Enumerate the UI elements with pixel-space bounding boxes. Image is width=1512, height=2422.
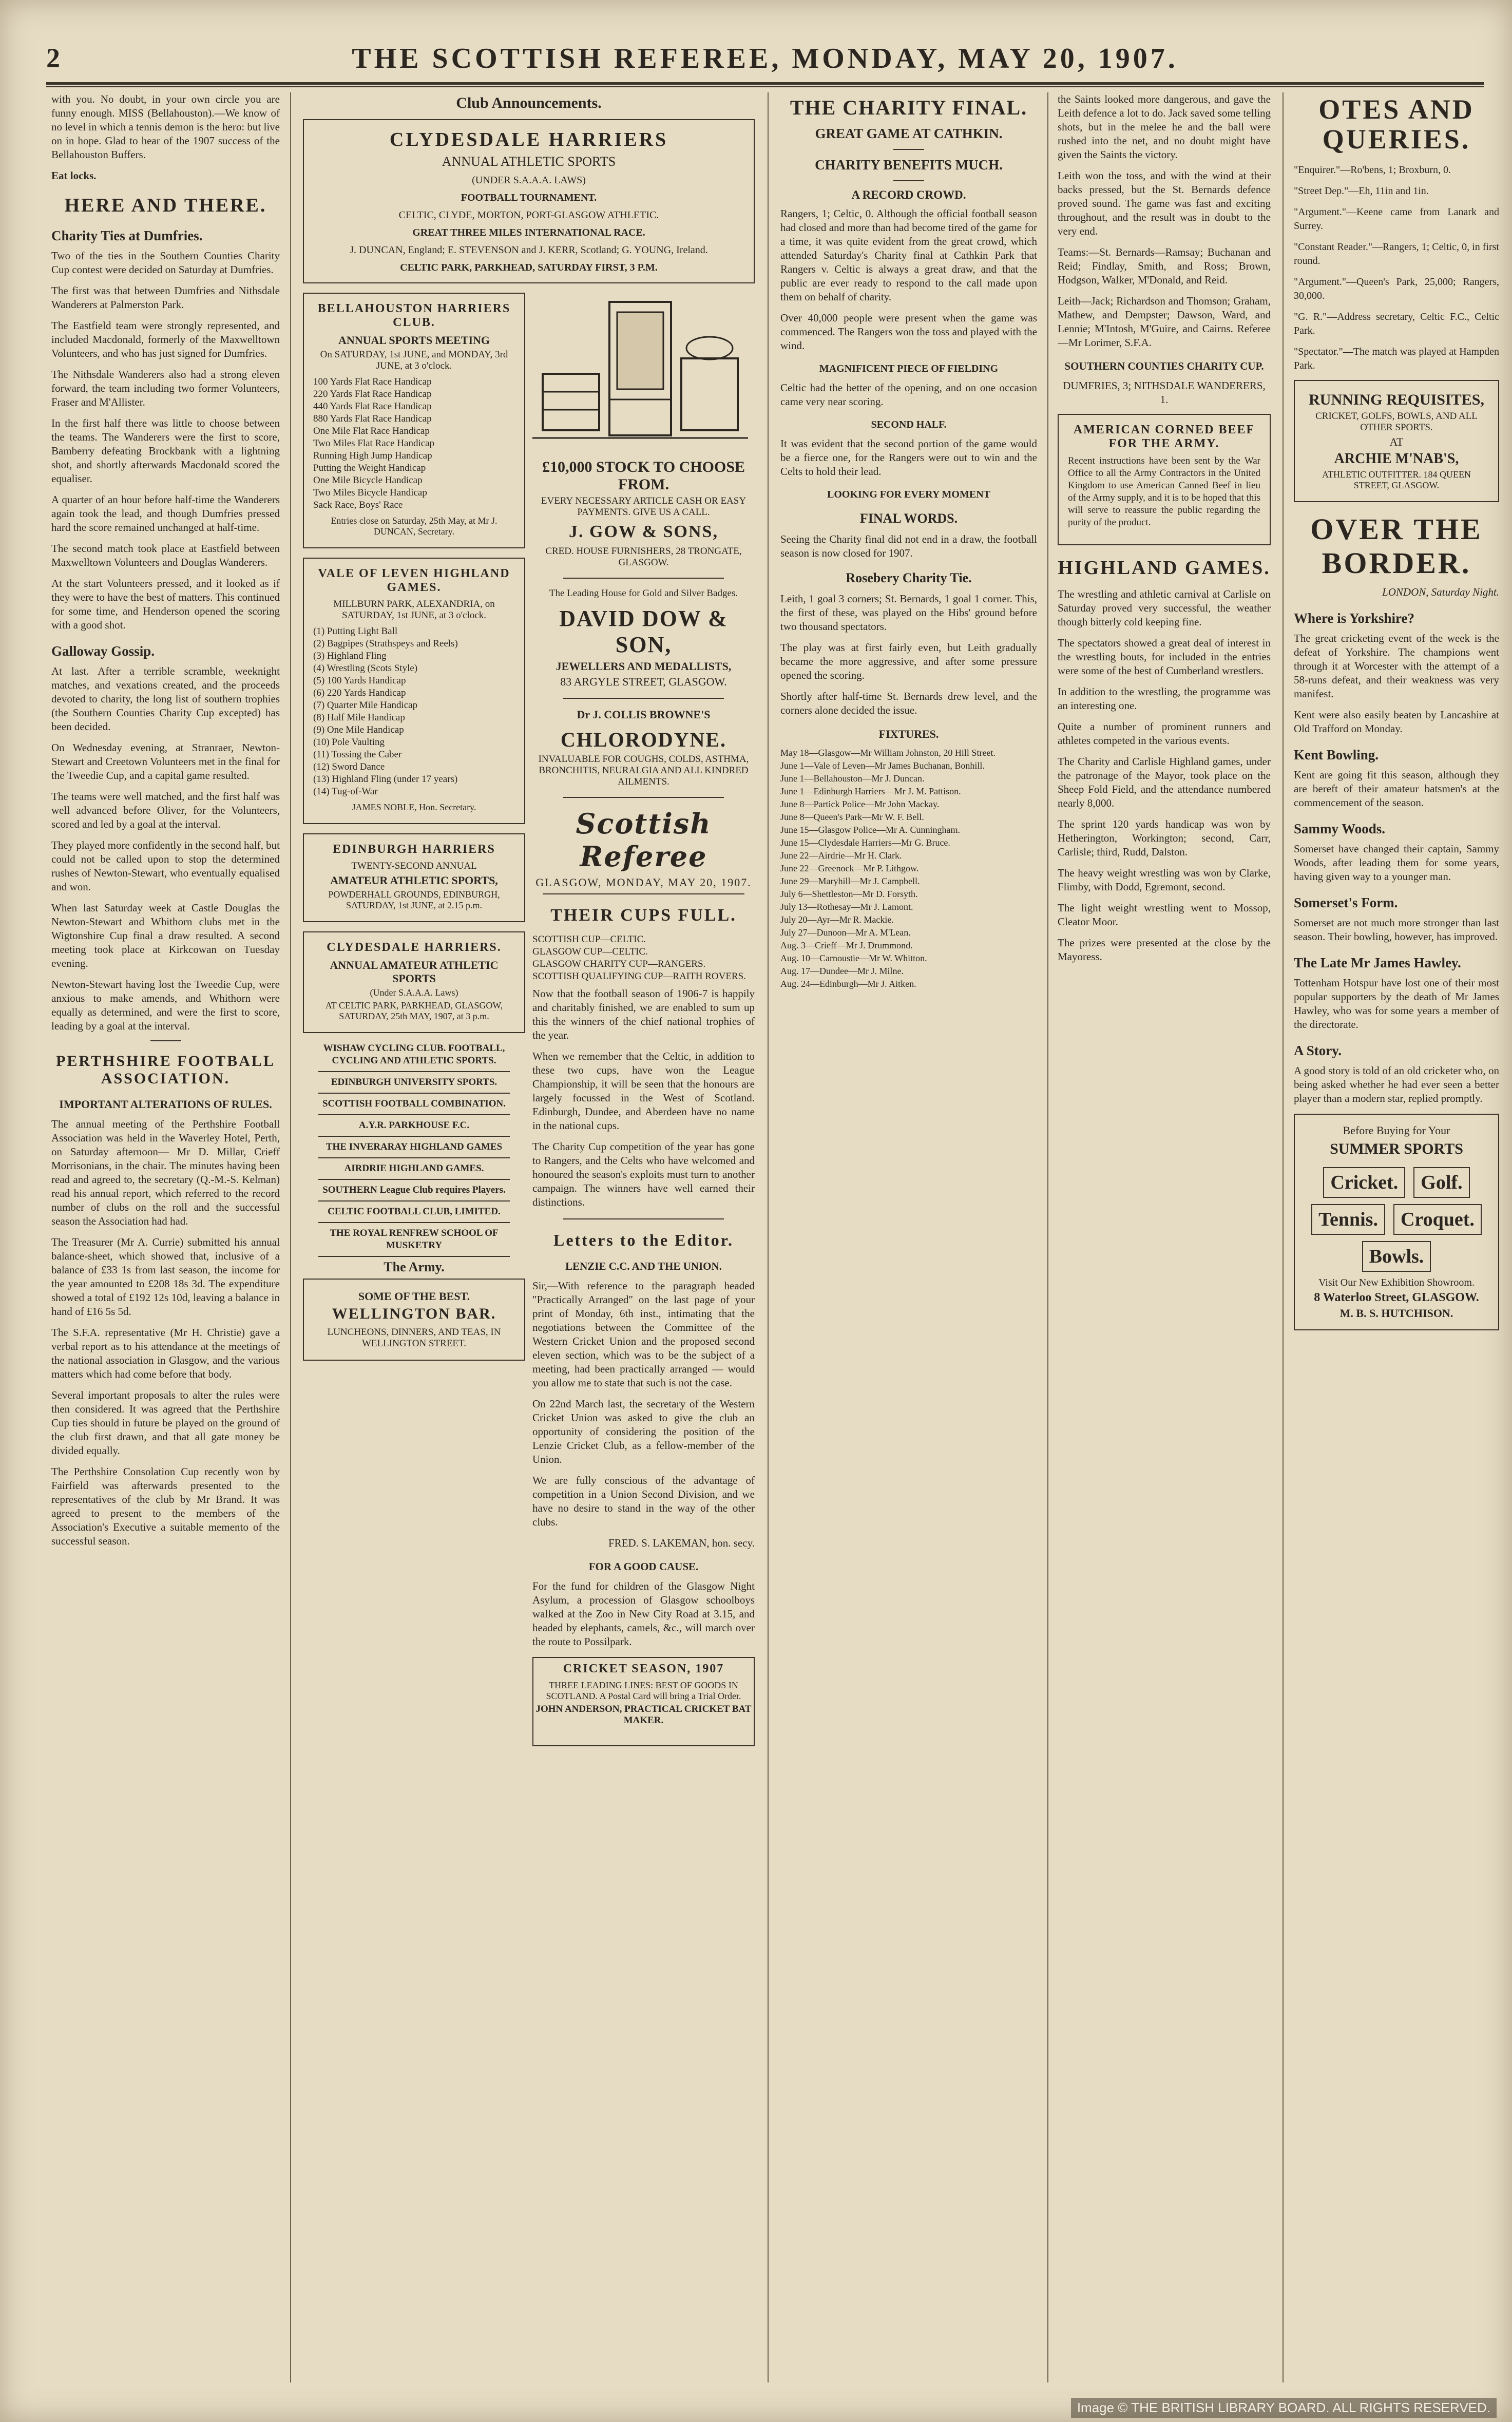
southern-counties-heading: SOUTHERN COUNTIES CHARITY CUP. xyxy=(1064,360,1264,372)
paragraph: The Eastfield team were strongly represented, and included Macdonald, formerly of the Maxwelltown Volunteers, and who has just signed for Dumfries. xyxy=(51,319,280,359)
ad-rule xyxy=(318,1136,510,1137)
yorkshire-heading: Where is Yorkshire? xyxy=(1294,611,1414,626)
benefits-subheading: CHARITY BENEFITS MUCH. xyxy=(815,157,1003,173)
advert-line: THREE LEADING LINES: BEST OF GOODS IN SCOTLAND. A Postal Card will bring a Trial Order. xyxy=(546,1680,741,1701)
cup-item: SCOTTISH QUALIFYING CUP—RAITH ROVERS. xyxy=(532,971,746,982)
event-item: (9) One Mile Handicap xyxy=(313,724,404,735)
paragraph: Kent were also easily beaten by Lancashire at Old Trafford on Monday. xyxy=(1294,709,1499,735)
advert-line: (UNDER S.A.A.A. LAWS) xyxy=(472,175,586,186)
advert-line: J. DUNCAN, England; E. STEVENSON and J. KERR, Scotland; G. YOUNG, Ireland. xyxy=(350,244,708,256)
fixture-item: June 22—Greenock—Mr P. Lithgow. xyxy=(780,863,919,873)
summer-sports-advert xyxy=(1294,1114,1499,1330)
right-ads xyxy=(532,293,755,1754)
advert-title: SUMMER SPORTS xyxy=(1330,1140,1463,1157)
advert-subtitle: ANNUAL AMATEUR ATHLETIC SPORTS xyxy=(330,959,499,985)
advert-line: AMATEUR ATHLETIC SPORTS, xyxy=(330,874,498,887)
paragraph: A quarter of an hour before half-time the Wanderers again took the lead, and though Dumfries pressed hard the score remained unchanged at half-time. xyxy=(51,493,280,533)
otes-queries-heading: OTES AND QUERIES. xyxy=(1318,94,1475,155)
perthshire-heading: PERTHSHIRE FOOTBALL ASSOCIATION. xyxy=(56,1053,275,1087)
fixture-item: June 1—Bellahouston—Mr J. Duncan. xyxy=(780,773,925,784)
paragraph: The spectators showed a great deal of interest in the wrestling bouts, for included in the entries were some of the best of Cumberland wrestlers. xyxy=(1058,637,1271,677)
fixture-item: Aug. 3—Crieff—Mr J. Drummond. xyxy=(780,940,913,950)
advert-line: CELTIC, CLYDE, MORTON, PORT-GLASGOW ATHLETIC. xyxy=(398,209,659,221)
advert-name: ARCHIE M'NAB'S, xyxy=(1334,451,1459,467)
paragraph: Over 40,000 people were present when the game was commenced. The Rangers won the toss and played with the wind. xyxy=(780,312,1037,352)
charity-final-heading: THE CHARITY FINAL. xyxy=(790,96,1028,119)
cup-item: GLASGOW CUP—CELTIC. xyxy=(532,946,648,957)
cup-item: SCOTTISH CUP—CELTIC. xyxy=(532,934,646,945)
small-ad: CELTIC FOOTBALL CLUB, LIMITED. xyxy=(328,1206,501,1217)
section-rule xyxy=(563,1218,724,1219)
advert-title: CLYDESDALE HARRIERS xyxy=(389,129,668,150)
paragraph: The light weight wrestling went to Mossop, Cleator Moor. xyxy=(1058,902,1271,928)
paragraph: The heavy weight wrestling was won by Clarke, Flimby, with Dodd, Egremont, second. xyxy=(1058,867,1271,893)
fielding-subheading: MAGNIFICENT PIECE OF FIELDING xyxy=(819,363,999,374)
advert-title: RUNNING REQUISITES, xyxy=(1309,391,1484,408)
event-item: (14) Tug-of-War xyxy=(313,786,378,797)
event-item: One Mile Flat Race Handicap xyxy=(313,426,430,436)
over-border-heading: OVER THE BORDER. xyxy=(1310,512,1483,580)
paragraph: The play was at first fairly even, but Leith gradually became the more aggressive, and after some pressure opened the scoring. xyxy=(780,641,1037,681)
fixture-item: June 15—Clydesdale Harriers—Mr G. Bruce. xyxy=(780,837,950,848)
paragraph: Leith, 1 goal 3 corners; St. Bernards, 1 goal 1 corner. This, the first of these, was played on the Hibs' ground before two thousand spectators. xyxy=(780,593,1037,633)
advert-line: JOHN ANDERSON, PRACTICAL CRICKET BAT MAKER. xyxy=(535,1704,752,1726)
newspaper-title: THE SCOTTISH REFEREE, MONDAY, MAY 20, 1907. xyxy=(352,43,1178,74)
advert-line: CRED. HOUSE FURNISHERS, 28 TRONGATE, GLASGOW. xyxy=(545,546,742,568)
column-3 xyxy=(780,92,1037,2382)
advert-subtitle: ANNUAL SPORTS MEETING xyxy=(338,334,490,347)
ad-rule xyxy=(318,1222,510,1223)
small-ad: THE ROYAL RENFREW SCHOOL OF MUSKETRY xyxy=(330,1228,499,1251)
dateline: LONDON, Saturday Night. xyxy=(1382,586,1499,598)
paragraph: Shortly after half-time St. Bernards drew level, and the corners alone decided the issue. xyxy=(780,690,1037,716)
advert-line: GREAT THREE MILES INTERNATIONAL RACE. xyxy=(412,227,645,238)
query-item: "Spectator."—The match was played at Hampden Park. xyxy=(1294,346,1499,371)
paragraph: The second match took place at Eastfield between Maxwelltown Volunteers and Douglas Wanderers. xyxy=(51,542,280,568)
ad-rule xyxy=(318,1200,510,1202)
small-ad: SCOTTISH FOOTBALL COMBINATION. xyxy=(322,1098,506,1109)
paragraph: On 22nd March last, the secretary of the Western Cricket Union was asked to give the club an opportunity of considering the position of the Lenzie Cricket Club, as a fellow-member of the Union. xyxy=(532,1398,755,1465)
small-ad: A.Y.R. PARKHOUSE F.C. xyxy=(358,1120,470,1131)
fixture-item: June 1—Vale of Leven—Mr James Buchanan, Bonhill. xyxy=(780,760,985,771)
event-item: (11) Tossing the Caber xyxy=(313,749,402,760)
page-number: 2 xyxy=(46,43,60,73)
ad-rule xyxy=(543,893,744,894)
masthead xyxy=(46,42,1484,78)
event-item: 880 Yards Flat Race Handicap xyxy=(313,413,432,424)
column-2 xyxy=(303,92,755,2382)
referee-nameplate: Scottish Referee xyxy=(576,807,712,873)
eat-locks: Eat locks. xyxy=(51,169,97,182)
paragraph: The teams were well matched, and the first half was well advanced before Oliver, for the Volunteers, scored and led by a goal at the interval. xyxy=(51,790,280,830)
paragraph: The annual meeting of the Perthshire Football Association was held in the Waverley Hotel, Perth, on Saturday afternoon— Mr D. Millar, Crieff Morrisonians, in the chair. The minutes having been read and agreed to, the secretary (Q.-M.-S. Kelman) read his annual report, which referred to the record number of clubs on the roll and the successful season the Association had had. xyxy=(51,1118,280,1227)
paragraph: The sprint 120 yards handicap was won by Hetherington, Workington; second, Carr, Carlisle; third, Rudd, Dalston. xyxy=(1058,818,1271,858)
paragraph: Tottenham Hotspur have lost one of their most popular supporters by the death of Mr James Hawley, who was for some years a member of the directorate. xyxy=(1294,977,1499,1031)
small-ad: EDINBURGH UNIVERSITY SPORTS. xyxy=(331,1077,497,1088)
advert-title: BELLAHOUSTON HARRIERS CLUB. xyxy=(317,302,511,329)
advert-line: SOME OF THE BEST. xyxy=(358,1290,470,1303)
fixture-item: July 6—Shettleston—Mr D. Forsyth. xyxy=(780,889,918,899)
fixtures-heading: FIXTURES. xyxy=(878,728,939,740)
event-item: Two Miles Flat Race Handicap xyxy=(313,438,435,449)
paragraph: Two of the ties in the Southern Counties Charity Cup contest were decided on Saturday at Dumfries. xyxy=(51,250,280,276)
event-list xyxy=(313,376,515,511)
perthshire-subheading: IMPORTANT ALTERATIONS OF RULES. xyxy=(59,1098,272,1111)
wellington-advert xyxy=(303,1279,525,1361)
fixture-item: July 13—Rothesay—Mr J. Lamont. xyxy=(780,902,913,912)
club-announcements-heading: Club Announcements. xyxy=(456,94,602,111)
advert-line: JEWELLERS AND MEDALLISTS, xyxy=(556,660,732,673)
advert-line: 83 ARGYLE STREET, GLASGOW. xyxy=(560,675,727,688)
paragraph: Quite a number of prominent runners and athletes competed in the various events. xyxy=(1058,720,1271,747)
event-item: One Mile Bicycle Handicap xyxy=(313,475,423,486)
advert-line: ATHLETIC OUTFITTER. 184 QUEEN STREET, GLASGOW. xyxy=(1322,469,1471,490)
fixture-item: June 1—Edinburgh Harriers—Mr J. M. Pattison. xyxy=(780,786,961,796)
paragraph: On Wednesday evening, at Stranraer, Newton-Stewart and Creetown Volunteers met in the final for the Tweedie Cup, and a capital game resulted. xyxy=(51,741,280,781)
paragraph: The great cricketing event of the week is the defeat of Yorkshire. The champions went through it at Worcester with the attempt of a 58-runs defeat, and their weakness was very manifest. xyxy=(1294,632,1499,700)
paragraph: When we remember that the Celtic, in addition to these two cups, have won the League Championship, it will be seen that the honours are largely focussed in the West of Scotland. Edinburgh, Dundee, and Aberdeen have no name in the national cups. xyxy=(532,1050,755,1132)
query-item: "Argument."—Keene came from Lanark and Surrey. xyxy=(1294,206,1499,232)
event-item: (12) Sword Dance xyxy=(313,761,385,772)
column-5 xyxy=(1294,92,1499,2382)
ad-rule xyxy=(563,797,724,798)
section-rule xyxy=(893,149,924,150)
event-item: (4) Wrestling (Scots Style) xyxy=(313,663,418,674)
advert-line: M. B. S. HUTCHISON. xyxy=(1339,1307,1453,1320)
paragraph: We are fully conscious of the advantage of competition in a Union Second Division, and we have no desire to stand in the way of the other clubs. xyxy=(532,1474,755,1528)
advert-title: WELLINGTON BAR. xyxy=(332,1305,496,1322)
small-ad: WISHAW CYCLING CLUB. FOOTBALL, CYCLING AND ATHLETIC SPORTS. xyxy=(323,1043,505,1066)
fixture-item: July 27—Dunoon—Mr A. M'Lean. xyxy=(780,927,911,938)
paragraph: Several important proposals to alter the rules were then considered. It was agreed that the Perthshire Cup ties should in future be played on the ground of the club first drawn, and that all gate money be divided equally. xyxy=(51,1389,280,1457)
southern-result: DUMFRIES, 3; NITHSDALE WANDERERS, 1. xyxy=(1063,379,1266,406)
event-item: Two Miles Bicycle Handicap xyxy=(313,487,427,498)
column-divider xyxy=(290,92,291,2382)
paragraph: The wrestling and athletic carnival at Carlisle on Saturday proved very successful, the weather though bitterly cold keeping fine. xyxy=(1058,588,1271,628)
column-divider xyxy=(1047,92,1048,2382)
paragraph: At the start Volunteers pressed, and it looked as if they were to have the best of matters. This continued for some time, and Henderson opened the scoring with a good shot. xyxy=(51,577,280,631)
advert-title: EDINBURGH HARRIERS xyxy=(333,843,495,856)
event-item: 220 Yards Flat Race Handicap xyxy=(313,389,432,399)
furniture-illustration xyxy=(532,297,748,451)
paragraph: In the first half there was little to choose between the teams. The Wanderers were the first to score, Bamberry defeating Brockbank with a lightning shot, and shortly afterwards Macdonald scored the equaliser. xyxy=(51,417,280,485)
running-requisites-advert xyxy=(1294,380,1499,502)
ad-rule xyxy=(318,1071,510,1072)
sport-label: Tennis. xyxy=(1311,1204,1385,1235)
intro-paragraph: with you. No doubt, in your own circle you are funny enough. MISS (Bellahouston).—We know of no level in which a tennis demon is the hero: but live on in hope. Glad to hear of the 1907 success of the Bellahouston Buffers. xyxy=(51,93,280,161)
column-divider xyxy=(768,92,769,2382)
army-heading: The Army. xyxy=(384,1260,445,1274)
event-item: (2) Bagpipes (Strathspeys and Reels) xyxy=(313,638,458,649)
paragraph: Rangers, 1; Celtic, 0. Although the official football season had closed and more than had become tired of the game for a time, it was quite evident from the great crowd, which attended Saturday's Charity final at Cathkin Park that Rangers v. Celtic is always a great draw, and that the public are ever ready to respond to the call made upon them on behalf of charity. xyxy=(780,207,1037,303)
ad-rule xyxy=(563,578,724,579)
paragraph: In addition to the wrestling, the programme was an interesting one. xyxy=(1058,685,1271,712)
advert-line: JAMES NOBLE, Hon. Secretary. xyxy=(352,802,476,812)
story-heading: A Story. xyxy=(1294,1043,1342,1058)
paragraph: Somerset have changed their captain, Sammy Woods, after leading them for some years, having given way to a younger man. xyxy=(1294,843,1499,883)
event-item: 100 Yards Flat Race Handicap xyxy=(313,376,432,387)
fixture-item: May 18—Glasgow—Mr William Johnston, 20 Hill Street. xyxy=(780,748,996,758)
paragraph: A good story is told of an old cricketer who, on being asked whether he had ever seen a better player than a modern star, replied promptly. xyxy=(1294,1064,1499,1104)
paragraph: Seeing the Charity final did not end in a draw, the football season is now closed for 1907. xyxy=(780,533,1037,559)
small-ads xyxy=(303,1042,525,1273)
event-item: Sack Race, Boys' Race xyxy=(313,500,403,510)
event-item: (8) Half Mile Handicap xyxy=(313,712,405,723)
advert-title: CLYDESDALE HARRIERS. xyxy=(327,941,502,954)
david-dow-name: DAVID DOW & SON, xyxy=(559,606,728,657)
fixture-item: July 20—Ayr—Mr R. Mackie. xyxy=(780,914,894,925)
signature: FRED. S. LAKEMAN, hon. secy. xyxy=(608,1537,755,1549)
event-item: Putting the Weight Handicap xyxy=(313,463,426,473)
somerset-heading: Somerset's Form. xyxy=(1294,895,1398,910)
event-item: (3) Highland Fling xyxy=(313,651,387,661)
advert-line: EVERY NECESSARY ARTICLE CASH OR EASY PAYMENTS. GIVE US A CALL. xyxy=(541,495,747,518)
paragraph: Celtic had the better of the opening, and on one occasion came very near scoring. xyxy=(780,382,1037,408)
fixture-item: June 29—Maryhill—Mr J. Campbell. xyxy=(780,876,920,886)
masthead-rule xyxy=(46,82,1484,85)
fixture-item: Aug. 10—Carnoustie—Mr W. Whitton. xyxy=(780,953,927,963)
paragraph: The prizes were presented at the close by the Mayoress. xyxy=(1058,937,1271,963)
advert-line: AT CELTIC PARK, PARKHEAD, GLASGOW, SATURDAY, 25th MAY, 1907, at 3 p.m. xyxy=(325,1000,503,1021)
event-item: (13) Highland Fling (under 17 years) xyxy=(313,774,458,785)
sport-label: Bowls. xyxy=(1362,1241,1431,1272)
event-item: (10) Pole Vaulting xyxy=(313,737,385,748)
paragraph: The Nithsdale Wanderers also had a strong eleven forward, the team including two former Volunteers, Fraser and M'Allister. xyxy=(51,368,280,408)
advert-line: (Under S.A.A.A. Laws) xyxy=(370,987,458,998)
image-credit: Image © THE BRITISH LIBRARY BOARD. ALL RIGHTS RESERVED. xyxy=(1071,2398,1497,2418)
small-ad: AIRDRIE HIGHLAND GAMES. xyxy=(344,1163,484,1174)
paragraph: Now that the football season of 1906-7 is happily and charitably finished, we are enabled to sum up this the winners of the chief national trophies of the year. xyxy=(532,987,755,1041)
ad-rule xyxy=(318,1093,510,1094)
paragraph: Somerset are not much more stronger than last season. Their bowling, however, has improved. xyxy=(1294,917,1499,943)
fixture-item: Aug. 17—Dundee—Mr J. Milne. xyxy=(780,966,904,976)
ad-rule xyxy=(318,1256,510,1257)
advert-line: CRICKET, GOLFS, BOWLS, AND ALL OTHER SPORTS. xyxy=(1315,411,1478,433)
paragraph: the Saints looked more dangerous, and gave the Leith defence a lot to do. Jack saved some telling shots, but in the melee he and the ball were rushed into the net, and no doubt might have given the Saints the victory. xyxy=(1058,93,1271,161)
here-and-there-heading: HERE AND THERE. xyxy=(64,195,267,216)
sport-label: Cricket. xyxy=(1323,1167,1405,1198)
advert-line: CELTIC PARK, PARKHEAD, SATURDAY FIRST, 3 P.M. xyxy=(400,262,658,273)
paragraph: Leith—Jack; Richardson and Thomson; Graham, Mathew, and Dempster; Dawson, Ward, and Lennie; M'Intosh, M'Guire, and Cairns. Referee—Mr Lorimer, S.F.A. xyxy=(1058,295,1271,349)
lenzie-heading: LENZIE C.C. AND THE UNION. xyxy=(565,1260,722,1272)
clydesdale-harriers-advert xyxy=(303,931,525,1033)
event-item: 440 Yards Flat Race Handicap xyxy=(313,401,432,412)
paragraph: When last Saturday week at Castle Douglas the Newton-Stewart and Whithorn clubs met in the Wigtonshire Cup final a draw resulted. A second meeting took place at Kirkcowan on Tuesday evening. xyxy=(51,902,280,969)
fixture-item: June 15—Glasgow Police—Mr A. Cunningham. xyxy=(780,825,960,835)
masthead-rule-thin xyxy=(46,86,1484,87)
letters-heading: Letters to the Editor. xyxy=(553,1231,734,1249)
vale-of-leven-advert xyxy=(303,558,525,824)
fixture-item: June 8—Queen's Park—Mr W. F. Bell. xyxy=(780,812,924,822)
query-item: "Constant Reader."—Rangers, 1; Celtic, 0, in first round. xyxy=(1294,241,1499,266)
column-1 xyxy=(51,92,280,2382)
paragraph: They played more confidently in the second half, but could not be called upon to stop the determined rushes of Newton-Stewart, who eventually equalised and won. xyxy=(51,839,280,893)
fixture-item: Aug. 24—Edinburgh—Mr J. Aitken. xyxy=(780,979,916,989)
advert-line: POWDERHALL GROUNDS, EDINBURGH, SATURDAY, 1st JUNE, at 2.15 p.m. xyxy=(328,889,500,910)
paragraph: The Charity Cup competition of the year has gone to Rangers, and the Celts who have welcomed and honoured the season's exploits must turn to another campaign. The winners have well earned their distinctions. xyxy=(532,1140,755,1208)
hawley-heading: The Late Mr James Hawley. xyxy=(1294,955,1461,970)
advert-line: INVALUABLE FOR COUGHS, COLDS, ASTHMA, BRONCHITIS, NEURALGIA AND ALL KINDRED AILMENTS. xyxy=(538,754,749,787)
advert-line: 8 Waterloo Street, GLASGOW. xyxy=(1314,1291,1479,1304)
paragraph: The Treasurer (Mr A. Currie) submitted his annual balance-sheet, which showed that, inclusive of a balance of £33 1s from last season, the income for the year amounted to £208 18s 3d. The expenditure showed a total of £192 12s 10d, leaving a balance in hand of £16 5s 5d. xyxy=(51,1236,280,1318)
event-item: (6) 220 Yards Handicap xyxy=(313,688,406,698)
cup-item: GLASGOW CHARITY CUP—RANGERS. xyxy=(532,959,706,969)
paragraph: Kent are going fit this season, although they are bereft of their amateur batsmen's at the commencement of the season. xyxy=(1294,769,1499,809)
corned-beef-notice xyxy=(1058,414,1271,545)
left-ads xyxy=(303,293,525,1754)
looking-subheading: LOOKING FOR EVERY MOMENT xyxy=(827,489,990,500)
advert-line: AT xyxy=(1389,435,1404,448)
paragraph: Leith won the toss, and with the wind at their backs pressed, but the St. Bernards defence proved sound. The game was fast and exciting throughout, and the result was in doubt to the very end. xyxy=(1058,169,1271,237)
second-half-subheading: SECOND HALF. xyxy=(871,419,947,430)
advert-line: FOOTBALL TOURNAMENT. xyxy=(461,192,597,203)
fixture-item: June 22—Airdrie—Mr H. Clark. xyxy=(780,850,902,861)
stock-headline: £10,000 STOCK TO CHOOSE FROM. xyxy=(542,459,745,493)
query-item: "Street Dep."—Eh, 11in and 1in. xyxy=(1294,185,1429,197)
kent-heading: Kent Bowling. xyxy=(1294,747,1379,762)
sport-label: Golf. xyxy=(1413,1167,1469,1198)
advert-line: The Leading House for Gold and Silver Badges. xyxy=(549,588,738,599)
advert-line: Dr J. COLLIS BROWNE'S xyxy=(577,708,711,721)
clydesdale-advert xyxy=(303,119,755,283)
advert-subtitle: ANNUAL ATHLETIC SPORTS xyxy=(442,154,616,169)
paragraph: Teams:—St. Bernards—Ramsay; Buchanan and Reid; Findlay, Smith, and Ross; Brown, Hodgson, Walker, M'Donald, and Reid. xyxy=(1058,246,1271,286)
cups-list xyxy=(532,933,755,983)
event-item: (5) 100 Yards Handicap xyxy=(313,675,406,686)
paragraph: Newton-Stewart having lost the Tweedie Cup, were anxious to make amends, and Whithorn were equally as determined, and were the first to score, leading by a goal at the interval. xyxy=(51,978,280,1032)
ad-rule xyxy=(318,1157,510,1158)
charity-ties-heading: Charity Ties at Dumfries. xyxy=(51,228,203,243)
advert-line: MILLBURN PARK, ALEXANDRIA, on SATURDAY, 1st JUNE, at 3 o'clock. xyxy=(333,599,495,621)
small-ad: SOUTHERN League Club requires Players. xyxy=(322,1185,506,1195)
notice-title: AMERICAN CORNED BEEF FOR THE ARMY. xyxy=(1073,423,1255,450)
highland-games-heading: HIGHLAND GAMES. xyxy=(1058,557,1271,579)
fixture-item: June 8—Partick Police—Mr John Mackay. xyxy=(780,799,940,809)
advert-line: LUNCHEONS, DINNERS, AND TEAS, IN WELLINGTON STREET. xyxy=(327,1327,501,1349)
referee-dateline: GLASGOW, MONDAY, MAY 20, 1907. xyxy=(535,876,752,889)
ad-rule xyxy=(563,698,724,699)
advert-title: CRICKET SEASON, 1907 xyxy=(563,1662,724,1675)
notice-text: Recent instructions have been sent by the War Office to all the Army Contractors in the United Kingdom to use American Canned Beef in lieu of the Army supply, and it is to be hoped that this will serve to reassure the public regarding the purity of the product. xyxy=(1068,455,1260,528)
sammy-heading: Sammy Woods. xyxy=(1294,821,1386,836)
chlorodyne-name: CHLORODYNE. xyxy=(560,728,727,751)
their-cups-heading: THEIR CUPS FULL. xyxy=(550,906,737,925)
section-rule xyxy=(150,1040,181,1041)
ad-rule xyxy=(318,1114,510,1115)
paragraph: At last. After a terrible scramble, weeknight matches, and vexations created, and the proceeds devoted to charity, the long list of southern trophies (the Southern Counties Charity Cup excepted) has been decided. xyxy=(51,665,280,733)
paragraph: The S.F.A. representative (Mr H. Christie) gave a verbal report as to his attendance at the meetings of the national association in Glasgow, and the various matters which had come before that body. xyxy=(51,1326,280,1380)
paragraph: The first was that between Dumfries and Nithsdale Wanderers at Palmerston Park. xyxy=(51,284,280,311)
event-item: Running High Jump Handicap xyxy=(313,450,432,461)
gow-name: J. GOW & SONS, xyxy=(569,522,718,541)
two-column-ads xyxy=(303,293,755,1754)
advert-line: Visit Our New Exhibition Showroom. xyxy=(1318,1277,1475,1288)
sports-boxes xyxy=(1302,1164,1491,1275)
final-words-subheading: FINAL WORDS. xyxy=(859,511,958,526)
bellahouston-advert xyxy=(303,293,525,548)
query-item: "G. R."—Address secretary, Celtic F.C., Celtic Park. xyxy=(1294,311,1499,336)
paragraph: The Charity and Carlisle Highland games, under the patronage of the Mayor, took place on the Sheep Fold Field, and the attendance numbered nearly 8,000. xyxy=(1058,755,1271,809)
advert-line: Entries close on Saturday, 25th May, at Mr J. DUNCAN, Secretary. xyxy=(331,516,497,537)
column-4 xyxy=(1058,92,1271,2382)
ad-rule xyxy=(318,1179,510,1180)
edinburgh-harriers-advert xyxy=(303,833,525,922)
event-list xyxy=(313,625,515,798)
record-crowd-subheading: A RECORD CROWD. xyxy=(851,188,966,201)
paragraph: For the fund for children of the Glasgow Night Asylum, a procession of Glasgow schoolboys walked at the Zoo in New City Road at 3.15, and headed by elephants, camels, &c., will march over the route to Possilpark. xyxy=(532,1580,755,1648)
paragraph: Sir,—With reference to the paragraph headed "Practically Arranged" on the last page of your print of Monday, 6th inst., intimating that the negotiations between the Committee of the Western Cricket Union and the proposed second eleven section, which was to be the subject of a meeting, had been practically arranged — would you allow me to state that such is not the case. xyxy=(532,1280,755,1389)
query-item: "Argument."—Queen's Park, 25,000; Rangers, 30,000. xyxy=(1294,276,1499,301)
good-cause-heading: FOR A GOOD CAUSE. xyxy=(588,1560,699,1573)
great-game-subheading: GREAT GAME AT CATHKIN. xyxy=(815,126,1003,141)
event-item: (7) Quarter Mile Handicap xyxy=(313,700,418,711)
paragraph: The Perthshire Consolation Cup recently won by Fairfield was afterwards presented to the representatives of the club by Mr Brand. It was agreed to present to the members of the Association's Executive a suitable memento of the successful season. xyxy=(51,1465,280,1547)
sport-label: Croquet. xyxy=(1393,1204,1482,1235)
fixtures-list xyxy=(780,747,1037,990)
small-ad: THE INVERARAY HIGHLAND GAMES xyxy=(326,1141,503,1152)
event-item: (1) Putting Light Ball xyxy=(313,626,398,637)
advert-title: VALE OF LEVEN HIGHLAND GAMES. xyxy=(318,567,510,594)
cricket-advert xyxy=(532,1657,755,1746)
galloway-heading: Galloway Gossip. xyxy=(51,643,155,659)
advert-line: TWENTY-SECOND ANNUAL xyxy=(351,861,477,871)
advert-line: Before Buying for Your xyxy=(1343,1124,1450,1137)
column-divider xyxy=(1283,92,1284,2382)
query-item: "Enquirer."—Ro'bens, 1; Broxburn, 0. xyxy=(1294,164,1451,176)
advert-line: On SATURDAY, 1st JUNE, and MONDAY, 3rd JUNE, at 3 o'clock. xyxy=(320,349,508,371)
rosebery-heading: Rosebery Charity Tie. xyxy=(846,570,972,585)
paragraph: It was evident that the second portion of the game would be a fierce one, for the Rangers were out to win and the Celts to hold their lead. xyxy=(780,437,1037,478)
section-rule xyxy=(893,180,924,181)
